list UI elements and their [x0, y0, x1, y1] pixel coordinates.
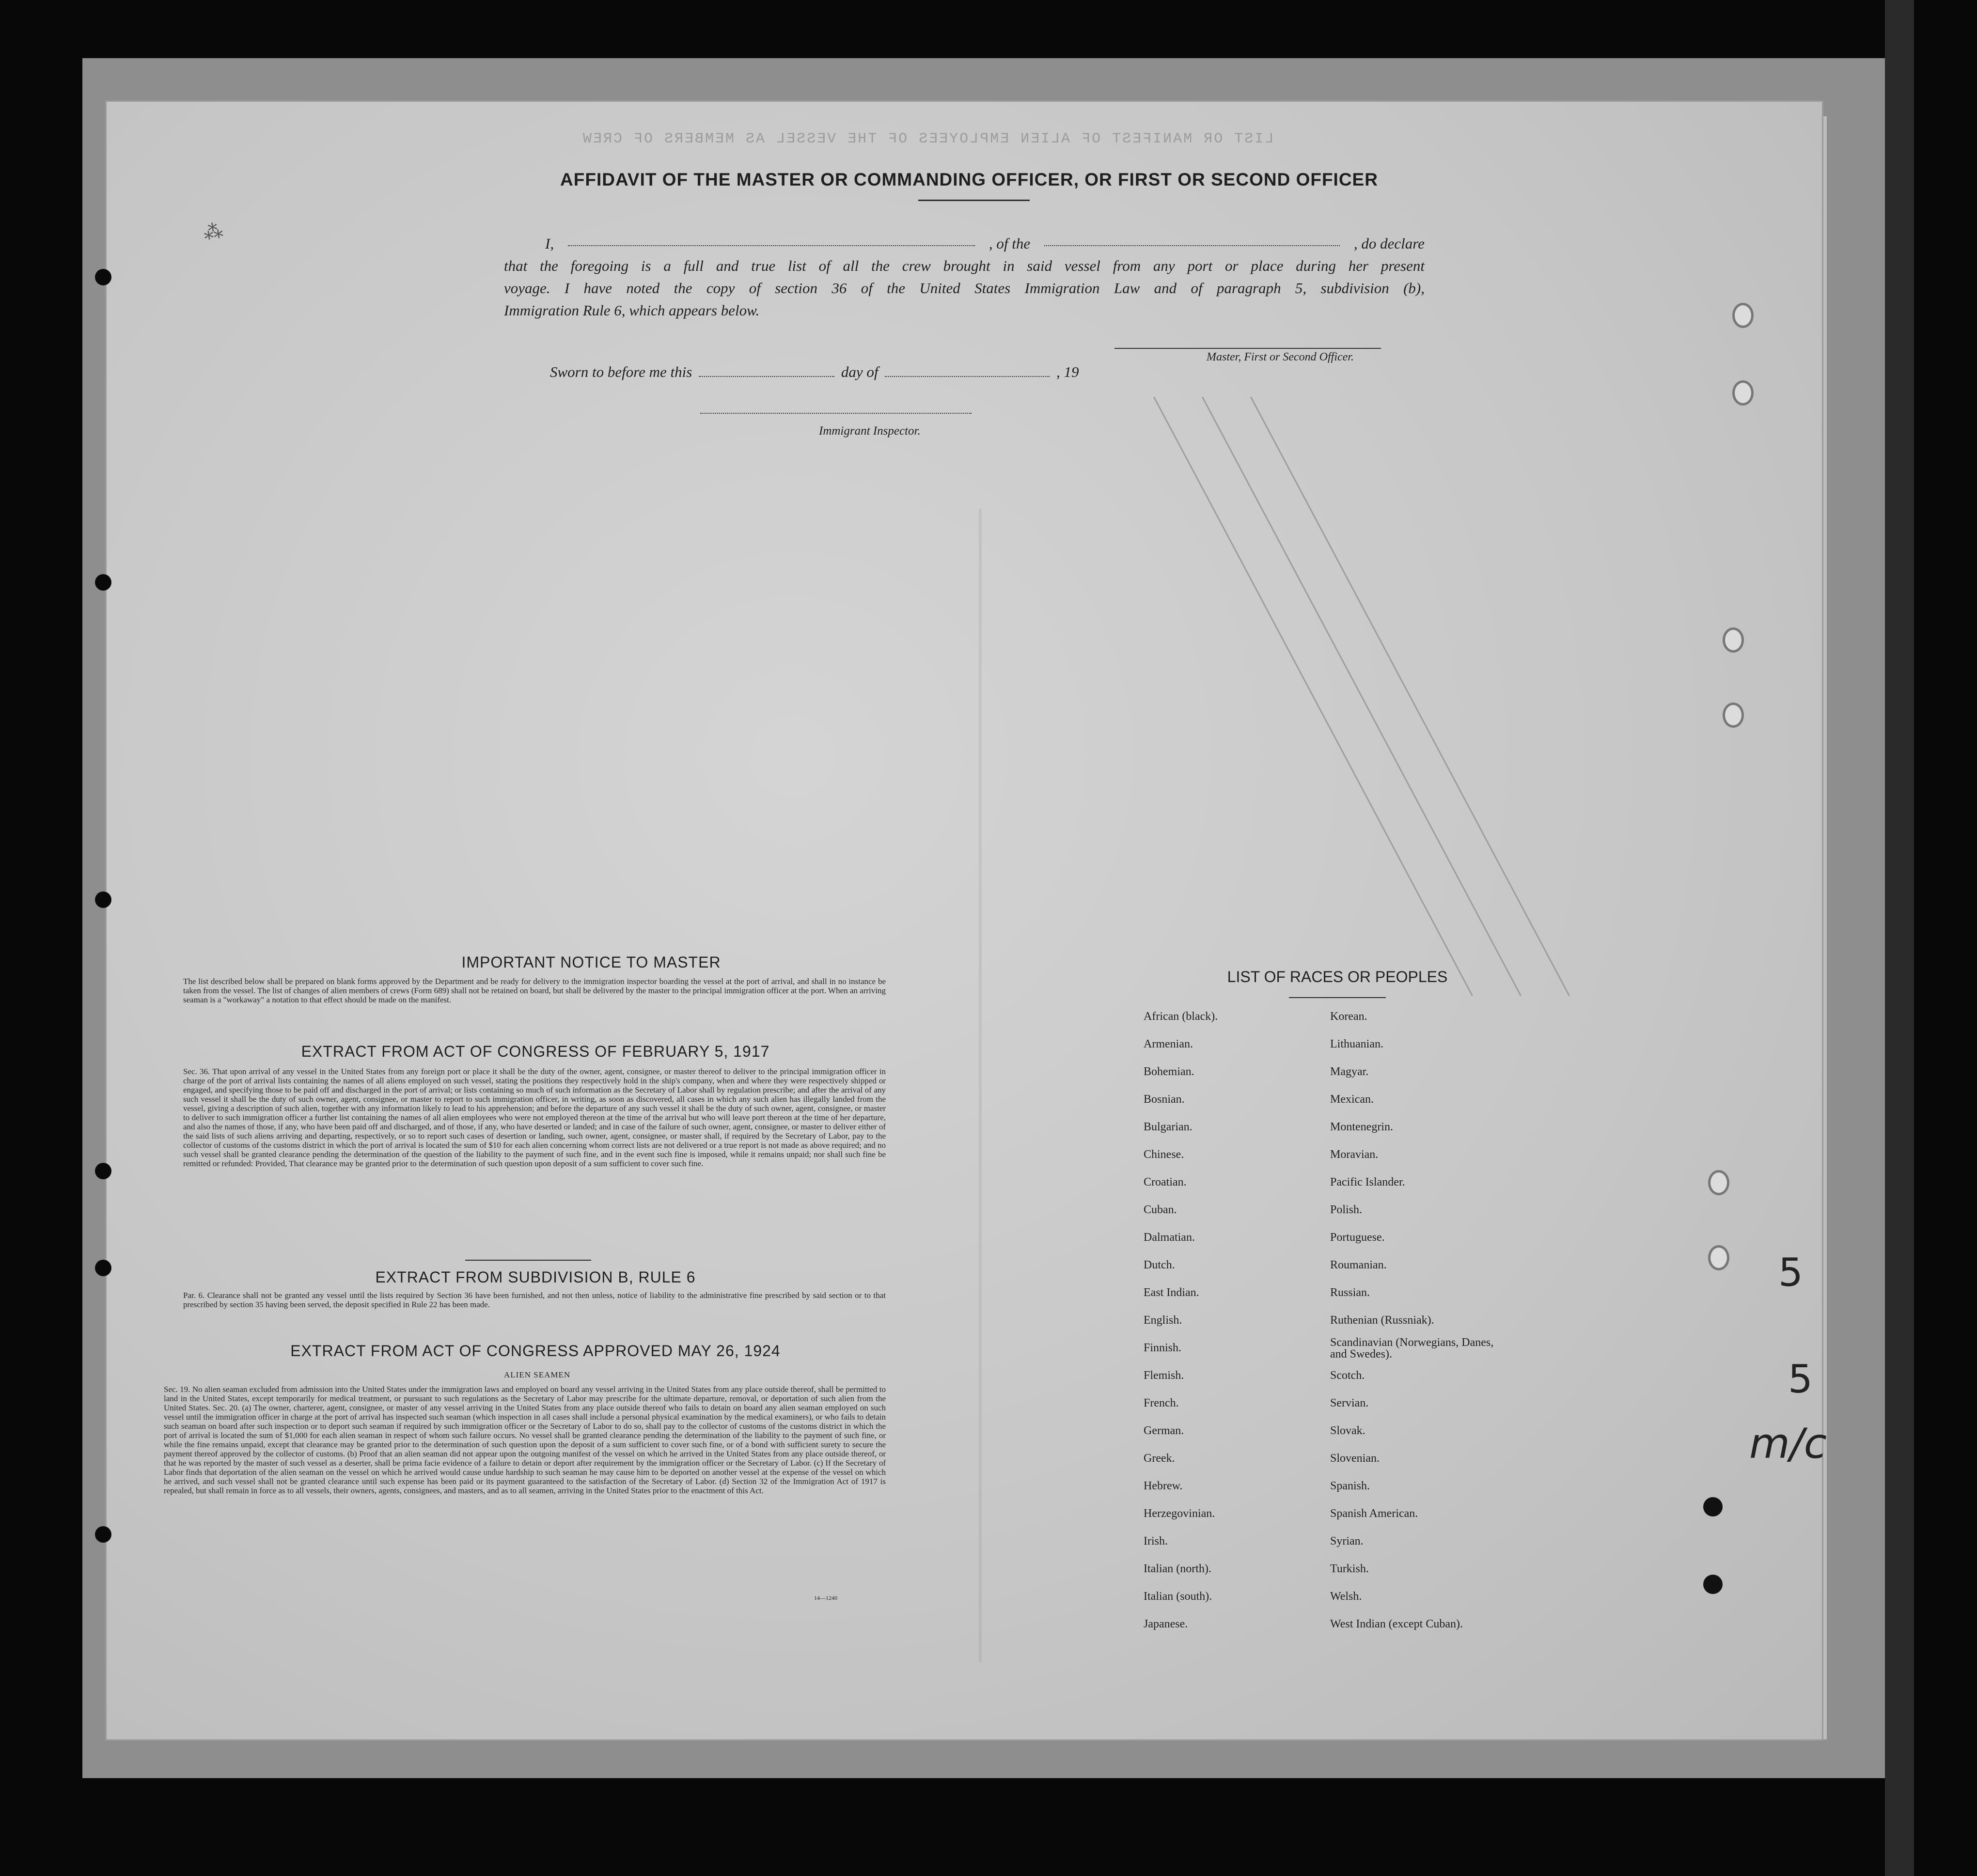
race-item: Flemish.: [1144, 1369, 1184, 1382]
declaration-line-4: Immigration Rule 6, which appears below.: [504, 302, 760, 319]
race-item: Italian (north).: [1144, 1563, 1211, 1575]
race-item: Turkish.: [1330, 1563, 1369, 1575]
race-item: Roumanian.: [1330, 1259, 1387, 1271]
race-item: Pacific Islander.: [1330, 1176, 1405, 1188]
races-title: LIST OF RACES OR PEOPLES: [1227, 968, 1448, 985]
declaration-text: [504, 233, 1425, 322]
name-blank: [568, 233, 975, 246]
binder-hole: [95, 269, 111, 285]
races-rule: [1289, 997, 1386, 998]
race-item: Moravian.: [1330, 1148, 1379, 1161]
extract-1924-title: EXTRACT FROM ACT OF CONGRESS APPROVED MAY 26, 1924: [290, 1342, 781, 1360]
race-item: Spanish.: [1330, 1480, 1370, 1492]
race-item: Chinese.: [1144, 1148, 1184, 1161]
punch-ring: [1732, 303, 1754, 328]
race-item: Irish.: [1144, 1535, 1168, 1548]
rule6-title: EXTRACT FROM SUBDIVISION B, RULE 6: [375, 1268, 696, 1286]
punch-dot: [1703, 1575, 1723, 1594]
race-item: Herzegovinian.: [1144, 1507, 1215, 1520]
race-item: Magyar.: [1330, 1065, 1369, 1078]
form-code: 14—1240: [814, 1595, 837, 1601]
extract-1917-title: EXTRACT FROM ACT OF CONGRESS OF FEBRUARY 5, 1917: [301, 1043, 770, 1060]
race-item: Bulgarian.: [1144, 1121, 1192, 1133]
race-item: Japanese.: [1144, 1618, 1188, 1630]
stamp-mark: ⁂: [202, 219, 224, 244]
binder-hole: [95, 574, 111, 591]
race-item: Portuguese.: [1330, 1231, 1385, 1244]
race-item: Russian.: [1330, 1286, 1370, 1299]
race-item: Montenegrin.: [1330, 1121, 1393, 1133]
binder-hole: [95, 1163, 111, 1179]
sworn-day: day of: [841, 363, 879, 380]
race-item: Lithuanian.: [1330, 1038, 1383, 1050]
bleed-through-text: LIST OR MANIFEST OF ALIEN EMPLOYEES OF THE VESSEL AS MEMBERS OF CREW: [581, 131, 1274, 147]
sworn-prefix: Sworn to before me this: [550, 363, 692, 380]
race-item: Bosnian.: [1144, 1093, 1185, 1106]
race-item: Finnish.: [1144, 1342, 1182, 1354]
declaration-do-declare: , do declare: [1353, 235, 1425, 252]
race-item: Servian.: [1330, 1397, 1369, 1409]
race-item: Slovak.: [1330, 1424, 1365, 1437]
inspector-line: [700, 413, 972, 414]
race-item: West Indian (except Cuban).: [1330, 1618, 1463, 1630]
race-item: Hebrew.: [1144, 1480, 1183, 1492]
race-item: Bohemian.: [1144, 1065, 1194, 1078]
race-item: Welsh.: [1330, 1590, 1362, 1603]
race-item: Mexican.: [1330, 1093, 1374, 1106]
race-item: Ruthenian (Russniak).: [1330, 1314, 1434, 1327]
affidavit-title: AFFIDAVIT OF THE MASTER OR COMMANDING OFFICER, OR FIRST OR SECOND OFFICER: [560, 170, 1378, 189]
signature-line: [1114, 348, 1381, 349]
declaration-line-3: voyage. I have noted the copy of section 36 of the United States Immigration Law and of paragraph 5, subdivision (b),: [504, 280, 1425, 297]
race-item: Armenian.: [1144, 1038, 1193, 1050]
race-item: German.: [1144, 1424, 1184, 1437]
rule6-body: Par. 6. Clearance shall not be granted any vessel until the lists required by Section 36 have been furnished, and not then unless, notice of liability to the administrative fine prescribed by said section or to that prescribed by section 35 having been served, the deposit specified in Rule 22 has been made.: [183, 1291, 886, 1309]
title-rule: [918, 200, 1030, 201]
page-fold: [979, 509, 982, 1662]
punch-ring: [1723, 703, 1744, 728]
day-blank: [699, 363, 834, 377]
punch-ring: [1708, 1170, 1729, 1195]
race-item: Korean.: [1330, 1010, 1367, 1023]
punch-dot: [1703, 1497, 1723, 1516]
section-rule: [465, 1260, 591, 1261]
race-item: Croatian.: [1144, 1176, 1187, 1188]
punch-ring: [1708, 1245, 1729, 1270]
notice-title: IMPORTANT NOTICE TO MASTER: [461, 954, 721, 971]
notice-body: The list described below shall be prepared on blank forms approved by the Department and be ready for delivery to the immigration inspector boarding the vessel at the port of arrival, and shall in no instance be taken from the vessel. The list of changes of alien members of crews (Form 689) shall not be retained on board, but shall be delivered by the master to the principal immigration officer at the port. When an arriving seaman is a "workaway" a notation to that effect should be made on the manifest.: [183, 977, 886, 1004]
alien-seamen-subtitle: ALIEN SEAMEN: [504, 1370, 571, 1379]
declaration-line-2: that the foregoing is a full and true list of all the crew brought in said vessel from any port or place during her present: [504, 257, 1425, 274]
punch-ring: [1723, 627, 1744, 653]
signature-caption: Master, First or Second Officer.: [1207, 351, 1354, 363]
month-blank: [885, 363, 1050, 377]
race-item: Italian (south).: [1144, 1590, 1212, 1603]
race-item: African (black).: [1144, 1010, 1218, 1023]
sworn-year: , 19: [1056, 363, 1079, 380]
race-item: English.: [1144, 1314, 1182, 1327]
inspector-caption: Immigrant Inspector.: [819, 424, 921, 438]
race-item: Dutch.: [1144, 1259, 1175, 1271]
race-item: East Indian.: [1144, 1286, 1199, 1299]
handwritten-initials: m/c: [1749, 1420, 1827, 1468]
race-item: Scotch.: [1330, 1369, 1365, 1382]
punch-ring: [1732, 380, 1754, 406]
binder-hole: [95, 1526, 111, 1543]
race-item: Polish.: [1330, 1204, 1363, 1216]
declaration-of-the: , of the: [988, 235, 1031, 252]
extract-1917-body: Sec. 36. That upon arrival of any vessel in the United States from any foreign port or place it shall be the duty of the owner, agent, consignee, or master thereof to deliver to the principal immigration officer in charge of the port of arrival lists containing the names of all aliens employed on such vessel, stating the positions they respectively hold in the ship's company, when and where they were respectively shipped or engaged, and specifying those to be paid off and discharged in the port of arrival; or lists containing so much of such information as the Secretary of Labor shall by regulation prescribe; and after the arrival of any such vessel it shall be the duty of such owner, agent, consignee, or master to report to such immigration officer, in writing, as soon as discovered, all cases in which any such alien has illegally landed from the vessel, giving a description of such alien, together with any information likely to lead to his apprehension; and before the departure of any such vessel it shall be the duty of such owner, agent, consignee, or master to deliver to such immigration officer a further list containing the names of all alien employees who were not employed thereon at the time of the arrival but who will leave port thereon at the time of her departure, and also the names of those, if any, who have been paid off and discharged, and of those, if any, who have deserted or landed; and in case of the failure of such owner, agent, consignee, or master to deliver either of the said lists of such aliens arriving and departing, respectively, or so to report such cases of desertion or landing, such owner, agent, consignee, or master shall, if required by the Secretary of Labor, pay to the collector of customs of the customs district in which the port of arrival is located the sum of $10 for each alien concerning whom correct lists are not delivered or a true report is not made as above required; and no such vessel shall be granted clearance pending the determination of the question of the liability to the payment of such fine, and in the event such fine is imposed, while it remains unpaid; nor shall such fine be remitted or refunded: Provided, That clearance may be granted prior to the determination of such question upon deposit of a sum sufficient to cover such fine.: [183, 1067, 886, 1168]
race-item: Spanish American.: [1330, 1507, 1418, 1520]
vessel-blank: [1044, 233, 1340, 246]
sworn-statement: [550, 363, 1079, 381]
race-item: Cuban.: [1144, 1204, 1177, 1216]
handwritten-mark: 5: [1778, 1250, 1803, 1295]
binder-hole: [95, 1260, 111, 1276]
race-item: French.: [1144, 1397, 1179, 1409]
race-item: Dalmatian.: [1144, 1231, 1195, 1244]
race-item: Slovenian.: [1330, 1452, 1380, 1465]
handwritten-mark: 5: [1788, 1357, 1813, 1402]
extract-1924-body: Sec. 19. No alien seaman excluded from admission into the United States under the immigration laws and employed on board any vessel arriving in the United States from any place outside thereof, shall be permitted to land in the United States, except temporarily for medical treatment, or pursuant to such regulations as the Secretary of Labor may prescribe for the ultimate departure, removal, or deportation of such alien from the United States. Sec. 20. (a) The owner, charterer, agent, consignee, or master of any vessel arriving in the United States from any place outside thereof who fails to detain on board any alien seaman employed on such vessel until the immigration officer in charge at the port of arrival has inspected such seaman (which inspection in all cases shall include a personal physical examination by the medical examiners), or who fails to detain such seaman on board after such inspection or to deport such seaman if required by such immigration officer or the Secretary of Labor to do so, shall pay to the collector of customs of the customs district in which the port of arrival is located the sum of $1,000 for each alien seaman in respect of whom such failure occurs. No vessel shall be granted clearance pending the determination of the liability to the payment of such fine, or while the fine remains unpaid, except that clearance may be granted prior to the determination of such question upon the deposit of a sum sufficient to cover such fine, or of a bond with sufficient surety to secure the payment thereof approved by the collector of customs. (b) Proof that an alien seaman did not appear upon the outgoing manifest of the vessel on which he arrived in the United States from any place outside thereof, or that he was reported by the master of such vessel as a deserter, shall be prima facie evidence of a failure to detain or deport after requirement by the immigration officer or the Secretary of Labor. (c) If the Secretary of Labor finds that deportation of the alien seaman on the vessel on which he arrived would cause undue hardship to such seaman he may cause him to be deported on another vessel at the expense of the vessel on which he arrived, and such vessel shall not be granted clearance until such expense has been paid or its payment guaranteed to the satisfaction of the Secretary of Labor. (d) Section 32 of the Immigration Act of 1917 is repealed, but shall remain in force as to all vessels, their owners, agents, consignees, and masters, and as to all seamen, arriving in the United States prior to the enactment of this Act.: [164, 1385, 886, 1495]
race-item: Greek.: [1144, 1452, 1175, 1465]
scan-edge: [1885, 0, 1914, 1876]
declaration-i: I,: [545, 235, 554, 252]
race-item: Syrian.: [1330, 1535, 1364, 1548]
binder-hole: [95, 891, 111, 908]
race-item: Scandinavian (Norwegians, Danes, and Swedes).: [1330, 1336, 1494, 1360]
